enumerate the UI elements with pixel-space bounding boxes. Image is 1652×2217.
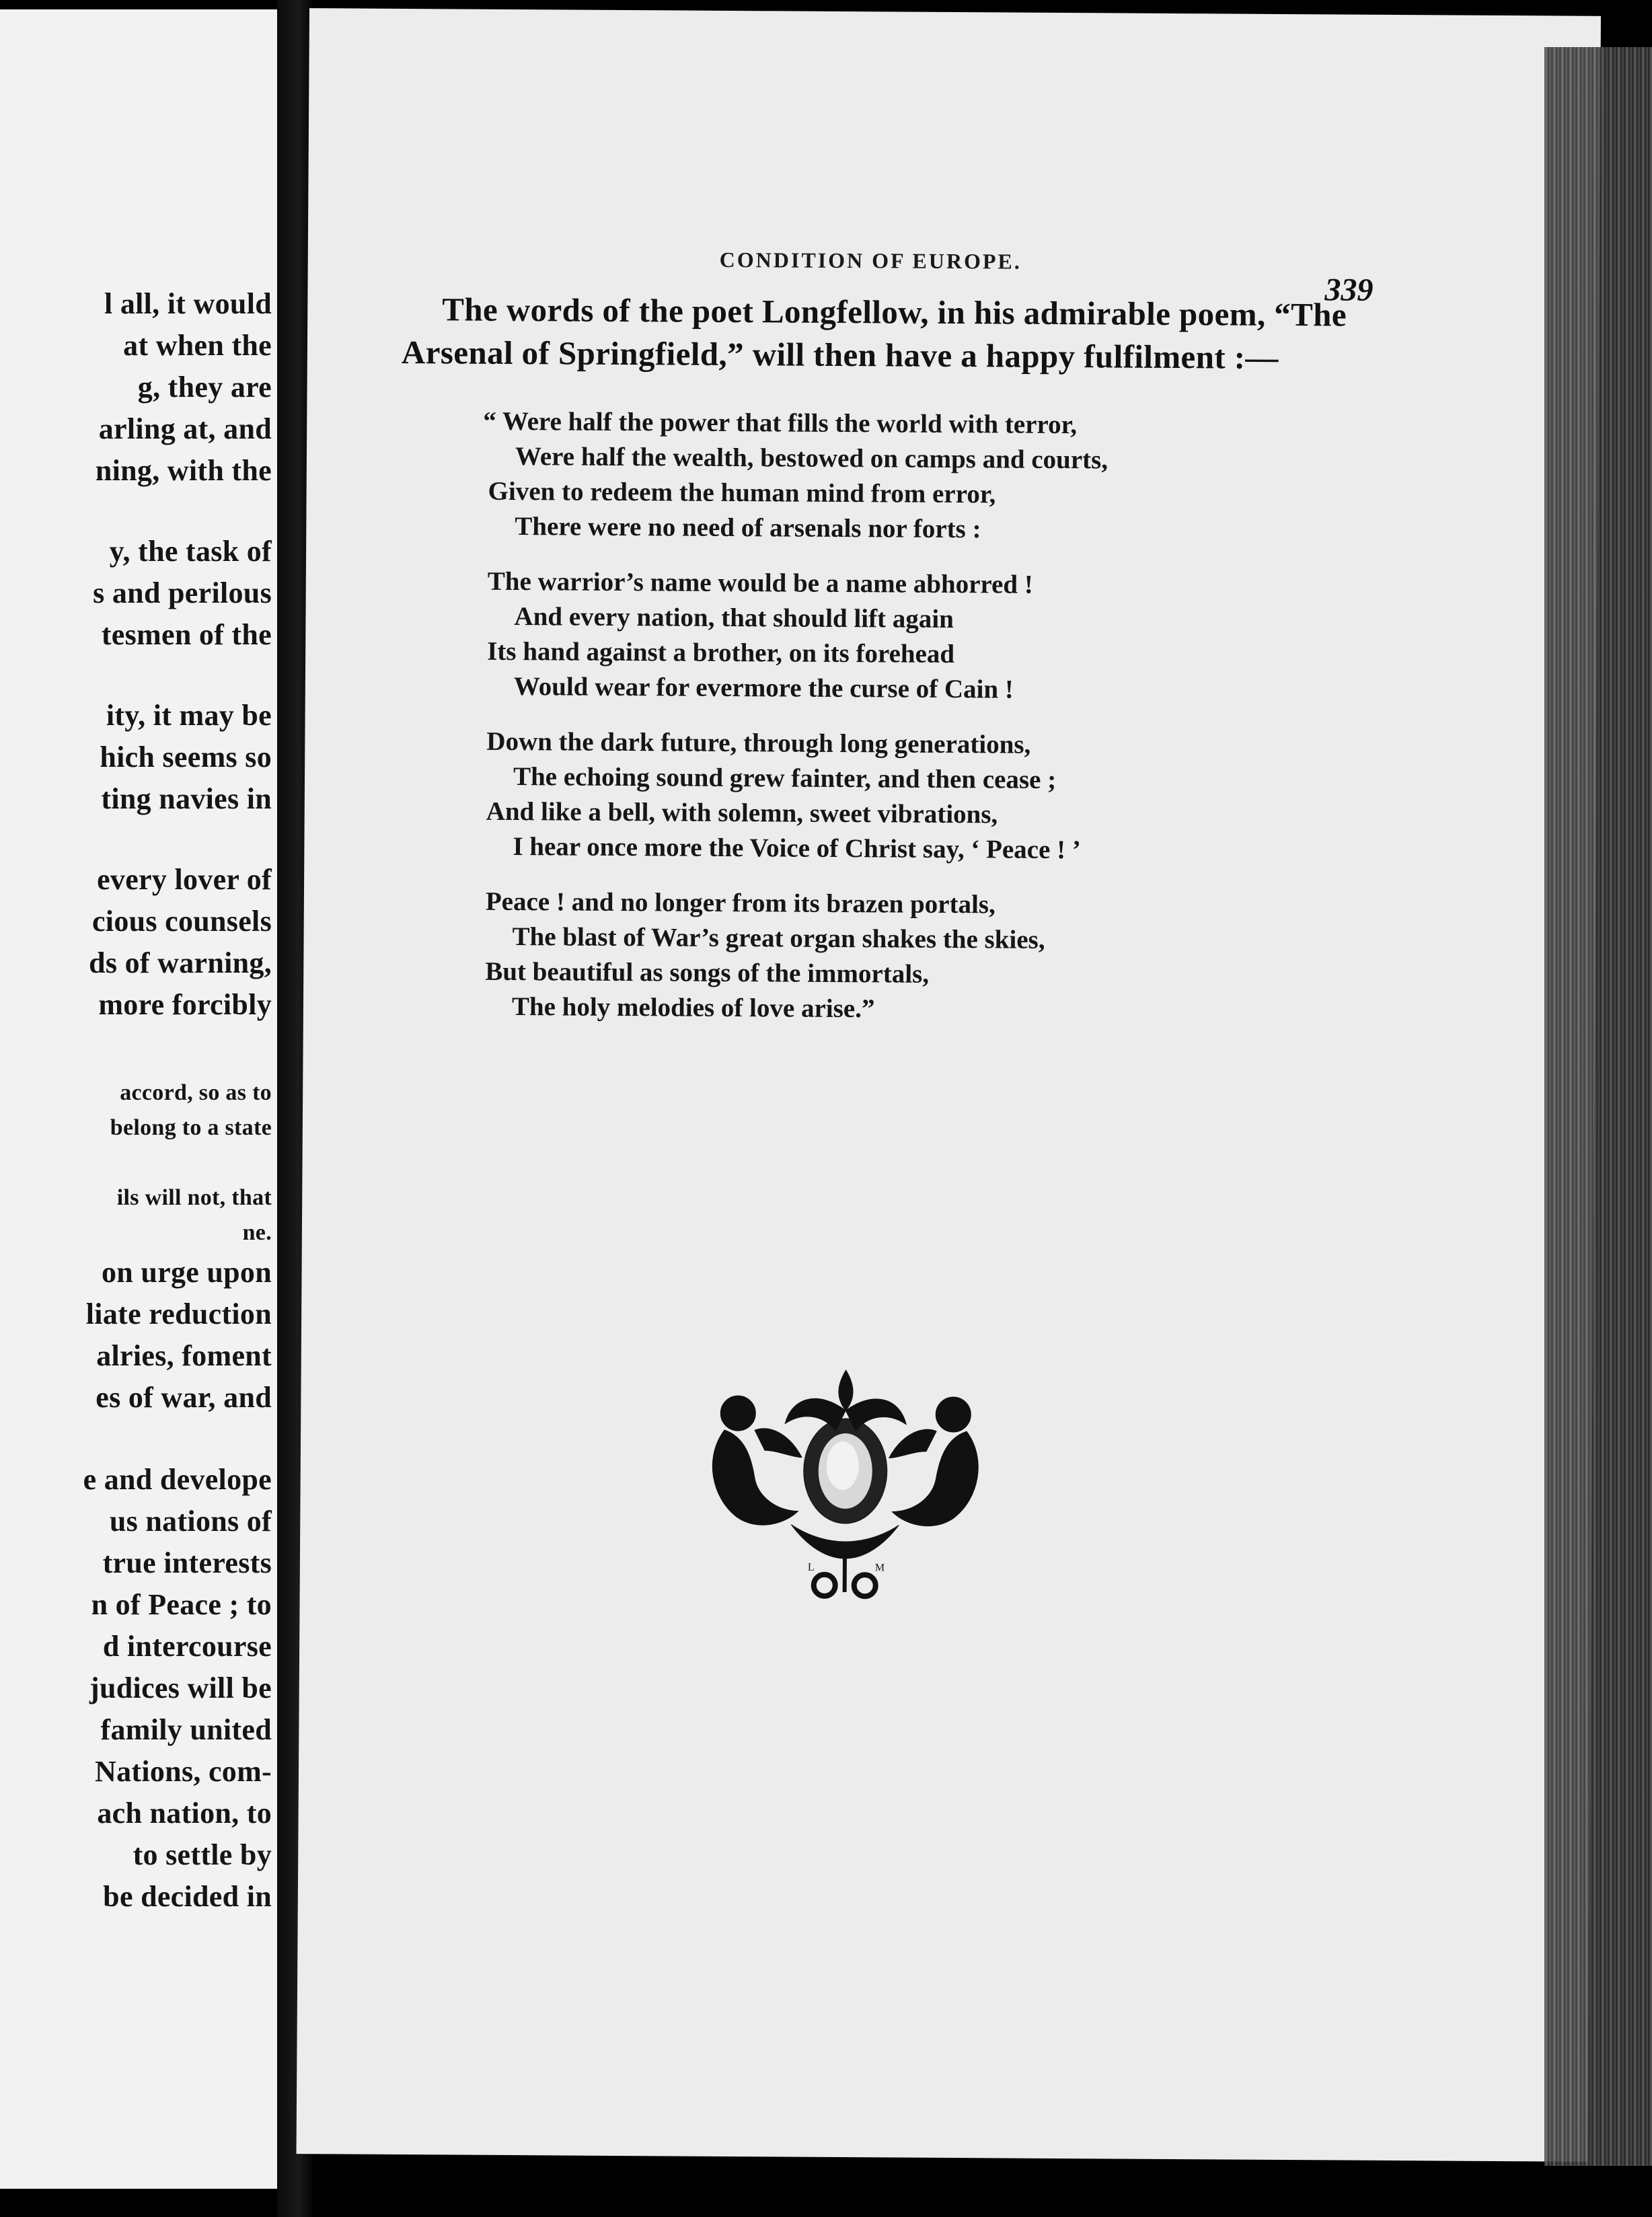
left-page-line: ds of warning, bbox=[89, 946, 272, 979]
left-page-line: l all, it would bbox=[104, 287, 272, 320]
poem-line: There were no need of arsenals nor forts : bbox=[515, 512, 981, 544]
poem-line: Down the dark future, through long generations, bbox=[486, 726, 1031, 759]
left-page-line: cious counsels bbox=[91, 905, 272, 938]
ornament-letter: L bbox=[807, 1561, 815, 1573]
left-page-line: at when the bbox=[123, 329, 272, 362]
left-page-line: hich seems so bbox=[100, 741, 272, 774]
left-page-line: y, the task of bbox=[109, 535, 272, 568]
left-page-line: s and perilous bbox=[93, 576, 272, 609]
poem-line: Given to redeem the human mind from error, bbox=[488, 476, 996, 509]
left-page-line: e and develope bbox=[83, 1463, 272, 1496]
left-page-line: true interests bbox=[102, 1546, 272, 1579]
left-page-line: us nations of bbox=[109, 1505, 272, 1538]
poem-line: The holy melodies of love arise.” bbox=[511, 992, 875, 1024]
left-page-line: arling at, and bbox=[98, 412, 272, 445]
left-page-line: g, they are bbox=[137, 371, 272, 404]
running-head: CONDITION OF EUROPE. bbox=[719, 247, 1022, 274]
poem-line: Its hand against a brother, on its forehead bbox=[487, 636, 955, 669]
left-page-line: to settle by bbox=[133, 1838, 272, 1871]
prose-line: The words of the poet Longfellow, in his admirable poem, “The bbox=[442, 291, 1347, 334]
left-page-line: on urge upon bbox=[101, 1256, 272, 1289]
left-page-line: ne. bbox=[242, 1220, 272, 1245]
ornament-letter: M bbox=[874, 1562, 885, 1574]
printers-ornament-icon bbox=[689, 1356, 1000, 1614]
poem-line: And every nation, that should lift again bbox=[514, 602, 954, 634]
page-number: 339 bbox=[1324, 272, 1374, 308]
left-page-line: Nations, com- bbox=[95, 1755, 272, 1788]
left-page-line: es of war, and bbox=[96, 1381, 272, 1414]
poem-line: And like a bell, with solemn, sweet vibrations, bbox=[486, 796, 998, 829]
left-page-line: accord, so as to bbox=[120, 1080, 272, 1105]
left-page-line: liate reduction bbox=[85, 1298, 272, 1330]
left-page-line: alries, foment bbox=[96, 1339, 272, 1372]
page-edges bbox=[1544, 47, 1652, 2166]
left-page-line: ity, it may be bbox=[106, 699, 272, 732]
left-page-line: n of Peace ; to bbox=[91, 1588, 272, 1621]
poem-line: The echoing sound grew fainter, and then cease ; bbox=[513, 762, 1057, 794]
right-page bbox=[297, 8, 1601, 2162]
left-page-line: ils will not, that bbox=[116, 1185, 272, 1210]
poem-line: I hear once more the Voice of Christ say, ‘ Peace ! ’ bbox=[513, 832, 1081, 865]
left-facing-page bbox=[0, 9, 277, 2189]
left-page-line: ting navies in bbox=[101, 782, 272, 815]
left-page-line: more forcibly bbox=[98, 988, 272, 1021]
left-page-line: d intercourse bbox=[102, 1630, 272, 1663]
left-page-line: judices will be bbox=[89, 1671, 272, 1704]
poem-line: But beautiful as songs of the immortals, bbox=[485, 956, 930, 989]
poem-line: Were half the wealth, bestowed on camps and courts, bbox=[515, 442, 1109, 475]
prose-line: Arsenal of Springfield,” will then have a happy fulfilment :— bbox=[401, 333, 1279, 376]
left-page-line: every lover of bbox=[97, 863, 272, 896]
left-page-line: ach nation, to bbox=[97, 1797, 272, 1830]
poem-line: The blast of War’s great organ shakes the skies, bbox=[512, 922, 1045, 954]
left-page-line: belong to a state bbox=[110, 1115, 272, 1140]
poem-line: Would wear for evermore the curse of Cain ! bbox=[513, 672, 1014, 704]
left-page-line: be decided in bbox=[103, 1880, 272, 1913]
poem-line: “ Were half the power that fills the world with terror, bbox=[483, 406, 1078, 440]
left-page-line: tesmen of the bbox=[101, 618, 272, 651]
left-page-line: ning, with the bbox=[95, 454, 272, 487]
poem-line: Peace ! and no longer from its brazen portals, bbox=[485, 887, 996, 919]
left-page-line: family united bbox=[100, 1713, 272, 1746]
poem-line: The warrior’s name would be a name abhorred ! bbox=[487, 566, 1033, 599]
